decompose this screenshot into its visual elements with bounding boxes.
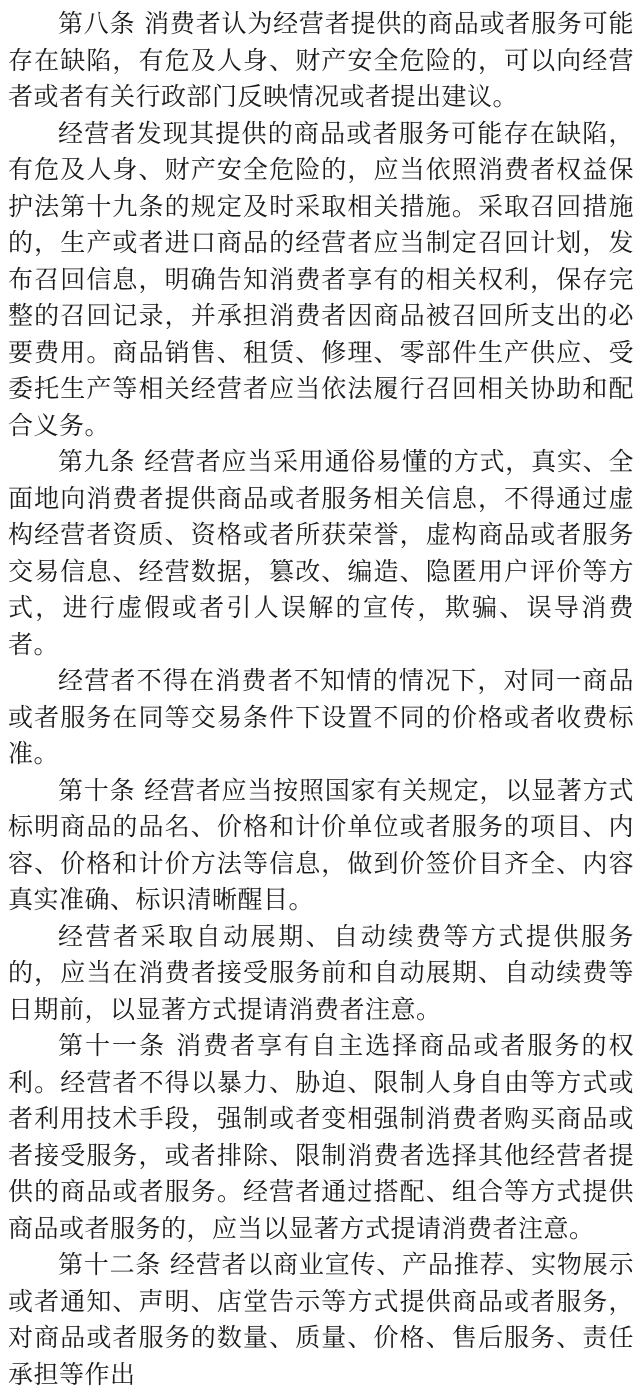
article-11-paragraph: 第十一条 消费者享有自主选择商品或者服务的权利。经营者不得以暴力、胁迫、限制人身自由等方式或者利用技术手段，强制或者变相强制消费者购买商品或者接受服务，或者排除、限制消费者选择其他经营者提供的商品或者服务。经营者通过搭配、组合等方式提供商品或者服务的，应当以显著方式提请消费者注意。 (8, 1031, 634, 1243)
article-10-paragraph: 第十条 经营者应当按照国家有关规定，以显著方式标明商品的品名、价格和计价单位或者服务的项目、内容、价格和计价方法等信息，做到价签价目齐全、内容真实准确、标识清晰醒目。 (8, 775, 634, 914)
article-12-paragraph: 第十二条 经营者以商业宣传、产品推荐、实物展示或者通知、声明、店堂告示等方式提供商品或者服务，对商品或者服务的数量、质量、价格、售后服务、责任承担等作出 (8, 1250, 634, 1389)
article-8-paragraph: 第八条 消费者认为经营者提供的商品或者服务可能存在缺陷，有危及人身、财产安全危险的，可以向经营者或者有关行政部门反映情况或者提出建议。 (8, 9, 634, 111)
article-9-paragraph: 第九条 经营者应当采用通俗易懂的方式，真实、全面地向消费者提供商品或者服务相关信息，不得通过虚构经营者资质、资格或者所获荣誉，虚构商品或者服务交易信息、经营数据，篡改、编造、隐匿用户评价等方式，进行虚假或者引人误解的宣传，欺骗、误导消费者。 (8, 447, 634, 659)
article-8-recall-paragraph: 经营者发现其提供的商品或者服务可能存在缺陷，有危及人身、财产安全危险的，应当依照消费者权益保护法第十九条的规定及时采取相关措施。采取召回措施的，生产或者进口商品的经营者应当制定召回计划，发布召回信息，明确告知消费者享有的相关权利，保存完整的召回记录，并承担消费者因商品被召回所支出的必要费用。商品销售、租赁、修理、零部件生产供应、受委托生产等相关经营者应当依法履行召回相关协助和配合义务。 (8, 118, 634, 440)
article-9-pricing-paragraph: 经营者不得在消费者不知情的情况下，对同一商品或者服务在同等交易条件下设置不同的价格或者收费标准。 (8, 666, 634, 768)
article-10-auto-renewal-paragraph: 经营者采取自动展期、自动续费等方式提供服务的，应当在消费者接受服务前和自动展期、自动续费等日期前，以显著方式提请消费者注意。 (8, 921, 634, 1024)
